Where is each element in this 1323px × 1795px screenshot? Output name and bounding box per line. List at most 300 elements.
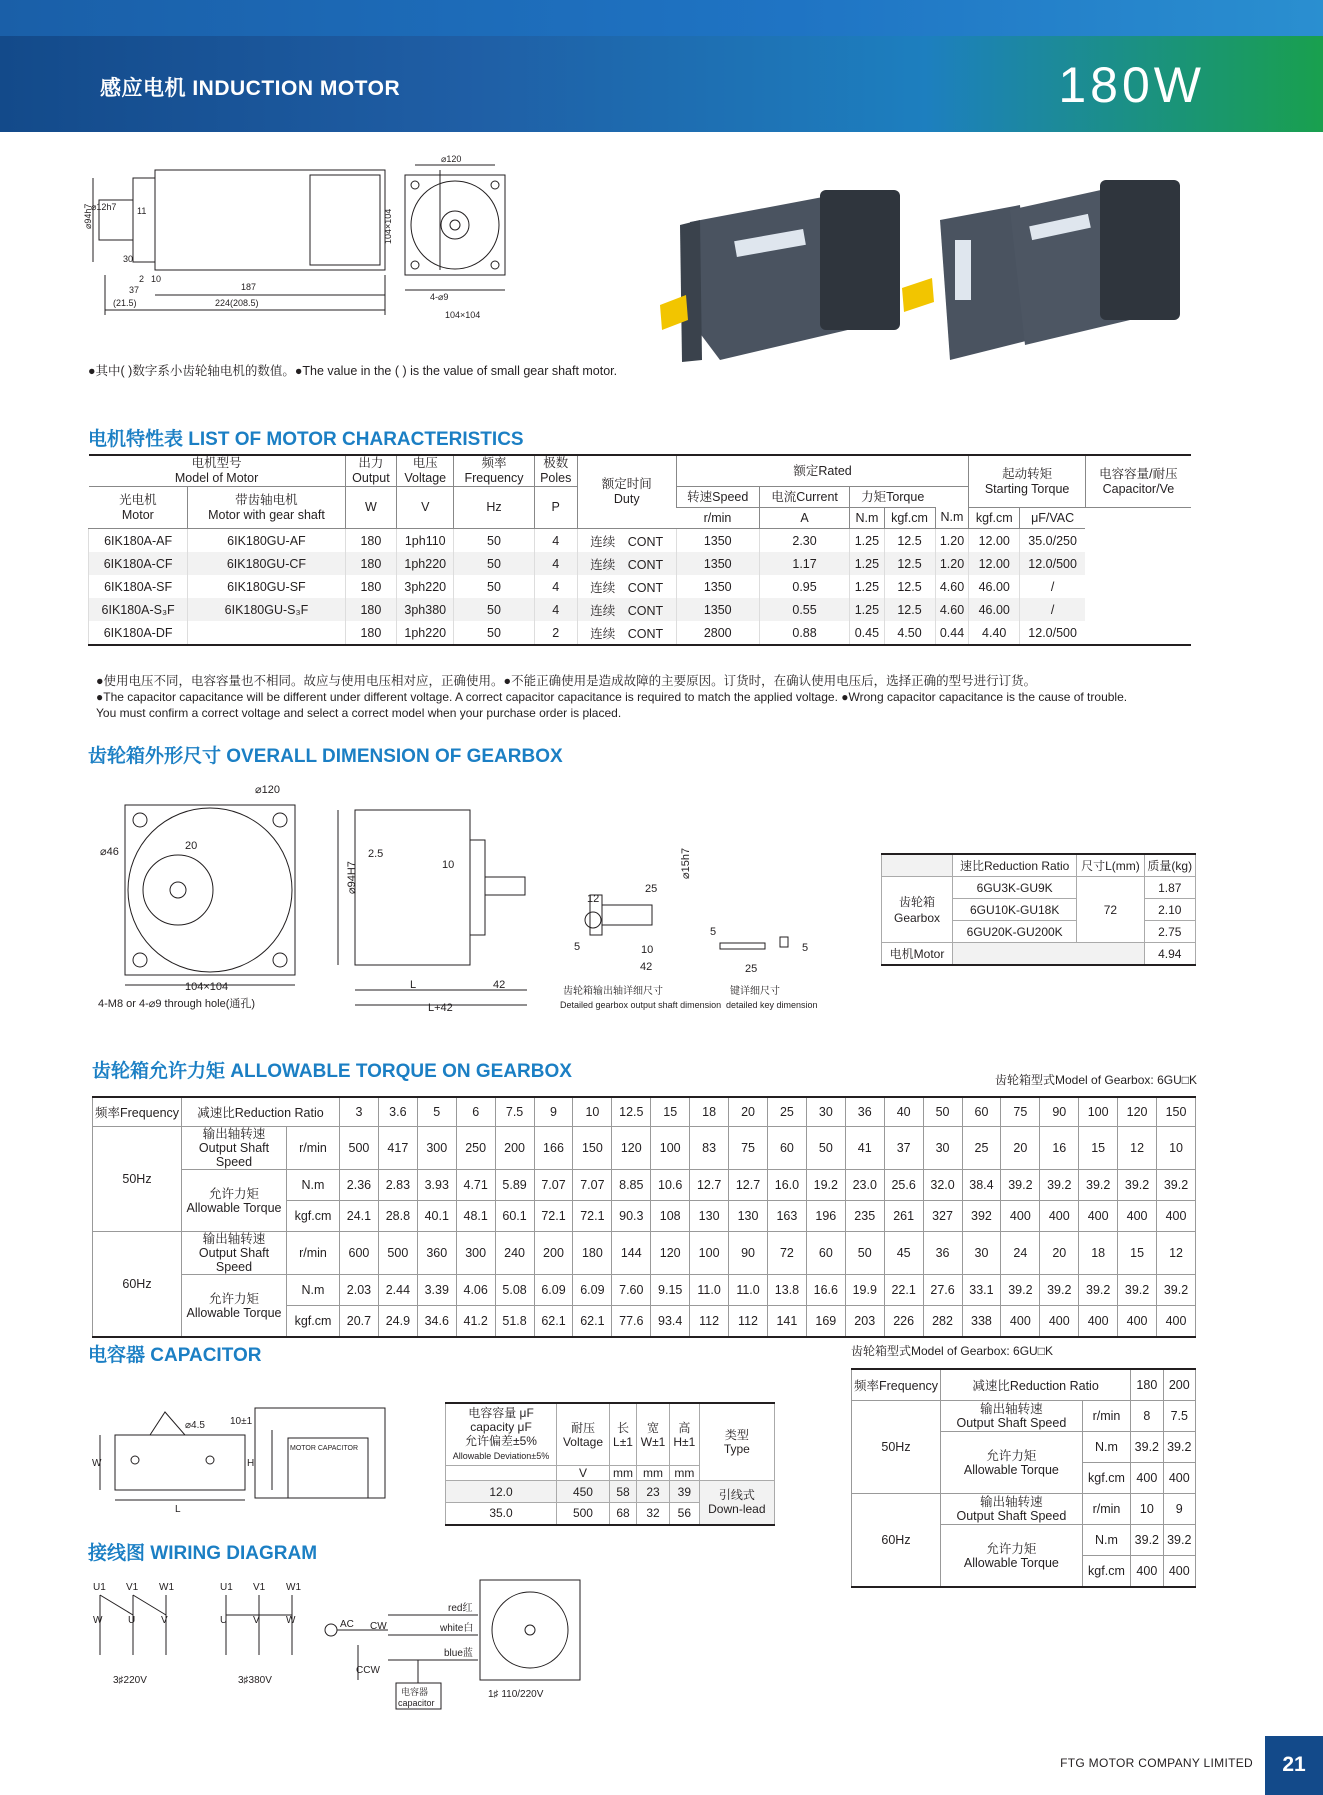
torque-cell: 72.1 [534,1201,573,1232]
torque-cell: 360 [417,1232,456,1275]
torque-cell: 100 [651,1127,690,1170]
torque-cell: 24 [1001,1232,1040,1275]
torque-cell: 8 [1131,1401,1163,1432]
motor-cell: 0.55 [759,598,850,621]
torque-cell: 39.2 [1157,1275,1196,1306]
motor-cell: 12.0/500 [1020,552,1086,575]
torque-cell: 75 [729,1127,768,1170]
wiring-u1: U1 [93,1582,106,1593]
torque-cell: 41.2 [456,1306,495,1338]
torque-cell: 33.1 [962,1275,1001,1306]
wiring-single: 1♯ 110/220V [488,1689,544,1700]
torque-cell: 300 [456,1232,495,1275]
motor-cell: 1350 [676,575,759,598]
motor-cell: 1350 [676,598,759,621]
wiring-red: red红 [448,1603,473,1614]
motor-cell: / [1020,598,1086,621]
speed-label: 输出轴转速 Output Shaft Speed [182,1232,287,1275]
torque-cell: 60 [767,1127,806,1170]
ratio-header: 10 [573,1097,612,1127]
torque-cell: 240 [495,1232,534,1275]
capacitor-note-zh: ●使用电压不同，电容容量也不相同。故应与使用电压相对应，正确使用。●不能正确使用是造成故障的主要原因。订货时，在确认使用电压后，选择正确的型号进行订货。 [96,674,1037,688]
motor-cell: 180 [345,552,397,575]
unit-cell: kgf.cm [287,1201,340,1232]
torque-cell: 300 [417,1127,456,1170]
freq-cell: 60Hz [93,1232,182,1338]
wiring-ub: U [220,1615,228,1626]
torque-cell: 11.0 [690,1275,729,1306]
torque-cell: 400 [1040,1201,1079,1232]
motor-cell: 6IK180GU-CF [188,552,345,575]
torque-cell: 24.1 [340,1201,379,1232]
dim-gb-d94: ⌀94H7 [346,861,358,894]
torque-cell: 90.3 [612,1201,651,1232]
dim-gb-s42: 42 [640,961,653,973]
torque-cell: 2.03 [340,1275,379,1306]
ratio-header: 6 [456,1097,495,1127]
torque-cell: 19.9 [845,1275,884,1306]
allowable-torque-table: 频率Frequency 减速比Reduction Ratio 3 3.6 5 6 7.5 9 10 12.5 15 18 20 25 30 36 40 50 60 75 90 100 120 150 50Hz 输出轴转速 Output Shaft Speed r/min 500 417 300 250 200 166 150 120 100 83 75 60 50 41 37 30 25 20 16 15 12 10 允许力矩 Allowable Torque N.m 2.36 2.83 3.93 4.71 5.89 7.07 7.07 8.85 10.6 12.7 12.7 16.0 19.2 23.0 25.6 32.0 38.4 39.2 39.2 39.2 39.2 39.2 kgf.cm 24.1 28.8 40.1 48.1 60.1 72.1 72.1 90.3 108 130 130 163 196 235 261 327 392 400 400 400 400 400 60Hz 输出轴转速 Output Shaft Speed r/min 600 500 360 300 240 200 180 144 120 100 90 72 60 50 45 36 30 24 20 18 15 12 允许力矩 Allowable Torque N.m 2.03 2.44 3.39 4.06 5.08 6.09 6.09 7.60 9.15 11.0 11.0 13.8 16.6 19.9 22.1 27.6 33.1 39.2 39.2 39.2 39.2 39.2 kgf.cm 20.7 24.9 34.6 41.2 51.8 62.1 62.1 77.6 93.4 112 112 141 169 203 226 282 338 400 400 400 400 400 [92,1096,1196,1338]
torque-cell: 30 [923,1127,962,1170]
torque-cell: 39.2 [1118,1170,1157,1201]
torque-cell: 45 [884,1232,923,1275]
ratio-header: 60 [962,1097,1001,1127]
motor-cell: 1.20 [935,552,969,575]
torque-cell: 83 [690,1127,729,1170]
torque-cell: 226 [884,1306,923,1338]
torque-cell: 400 [1157,1306,1196,1338]
cap-dim-d45: ⌀4.5 [185,1420,205,1431]
torque-cell: 38.4 [962,1170,1001,1201]
dim-21: (21.5) [113,298,137,308]
unit-cell: N.m [287,1275,340,1306]
capacitor-note-en: ●The capacitor capacitance will be different under different voltage. A correct capacitor capacitance is required to match the applied voltage. ●Wrong capacitor capacitance is the cause of trouble. [96,690,1128,704]
torque-cell: 400 [1079,1306,1118,1338]
torque-cell: 600 [340,1232,379,1275]
motor-cell: 连续 CONT [577,598,676,621]
motor-cell: 2 [534,621,577,645]
wiring-diagram [88,1575,588,1720]
motor-cell: 12.5 [884,552,935,575]
ratio-header: 36 [845,1097,884,1127]
torque-cell: 120 [651,1232,690,1275]
torque-cell: 9 [1163,1494,1195,1525]
torque-cell: 392 [962,1201,1001,1232]
torque-cell: 18 [1079,1232,1118,1275]
wiring-w1: W1 [159,1582,174,1593]
motor-cell: 4.60 [935,575,969,598]
dim-gb-2-5: 2.5 [368,848,384,860]
torque-cell: 37 [884,1127,923,1170]
ratio-header: 5 [417,1097,456,1127]
torque-cell: 2.36 [340,1170,379,1201]
motor-cell: 46.00 [969,575,1020,598]
wiring-diagram-title: 接线图 WIRING DIAGRAM [88,1543,318,1564]
motor-cell: 50 [454,575,534,598]
allowable-torque-table-small: 频率Frequency 减速比Reduction Ratio 180 200 50Hz 输出轴转速 Output Shaft Speed r/min 8 7.5 允许力矩 Allowable Torque N.m 39.2 39.2 kgf.cm 400 400 60Hz 输出轴转速 Output Shaft Speed r/min 10 9 允许力矩 Allowable Torque N.m 39.2 39.2 kgf.cm 400 400 [851,1368,1196,1588]
torque-row [93,1170,1196,1201]
torque-cell: 25.6 [884,1170,923,1201]
torque-cell: 39.2 [1118,1275,1157,1306]
unit-cell: r/min [1082,1494,1130,1525]
dim-f120: ⌀120 [441,154,462,164]
torque-cell: 11.0 [729,1275,768,1306]
torque-cell: 500 [378,1232,417,1275]
header-power: 180W [1058,57,1205,113]
unit-cell: r/min [287,1127,340,1170]
gearbox-dimension-drawing [90,775,818,1020]
motor-cell: 1.25 [850,552,884,575]
ratio-header: 15 [651,1097,690,1127]
speed-label: 输出轴转速 Output Shaft Speed [182,1127,287,1170]
wiring-ccw: CCW [356,1665,380,1676]
motor-row [89,575,1192,598]
torque-small-row [852,1401,1196,1432]
capacitor-note-en2: You must confirm a correct voltage and select a correct model when your purchase order is placed. [96,706,622,720]
wiring-white: white白 [440,1623,474,1634]
motor-characteristics-title: 电机特性表 LIST OF MOTOR CHARACTERISTICS [88,429,524,450]
motor-cell: 3ph220 [397,575,454,598]
wiring-cw: CW [370,1621,387,1632]
torque-cell: 2.44 [378,1275,417,1306]
motor-cell: 50 [454,621,534,645]
torque-cell: 20.7 [340,1306,379,1338]
dim-gb-s10: 10 [641,944,654,956]
ratio-header: 3.6 [378,1097,417,1127]
gearbox-dimension-title: 齿轮箱外形尺寸 OVERALL DIMENSION OF GEARBOX [88,746,563,767]
torque-cell: 62.1 [573,1306,612,1338]
dim-key-5b: 5 [802,942,809,954]
motor-cell: 12.0/500 [1020,621,1086,645]
ratio-header: 75 [1001,1097,1040,1127]
ratio-header: 9 [534,1097,573,1127]
ratio-header: 7.5 [495,1097,534,1127]
torque-cell: 4.71 [456,1170,495,1201]
speed-label: 输出轴转速 Output Shaft Speed [941,1401,1083,1432]
torque-cell: 28.8 [378,1201,417,1232]
torque-cell: 203 [845,1306,884,1338]
motor-cell: 35.0/250 [1020,529,1086,553]
torque-cell: 20 [1001,1127,1040,1170]
torque-cell: 261 [884,1201,923,1232]
motor-cell: 6IK180A-DF [89,621,188,645]
torque-cell: 20 [1040,1232,1079,1275]
unit-cell: r/min [287,1232,340,1275]
dim-f104b: 104×104 [445,310,481,320]
motor-cell: 6IK180GU-AF [188,529,345,553]
motor-photos [660,170,1220,370]
motor-cell: 连续 CONT [577,529,676,553]
dim-gb-d15: ⌀15h7 [680,847,692,879]
motor-dimension-drawing [85,150,535,350]
ratio-header: 50 [923,1097,962,1127]
dim-gb-L42: L+42 [428,1002,453,1014]
torque-cell: 34.6 [417,1306,456,1338]
motor-cell: 1ph110 [397,529,454,553]
torque-cell: 51.8 [495,1306,534,1338]
dim-10: 10 [151,274,162,284]
wiring-ac: AC [340,1619,354,1630]
wiring-w: W [93,1615,103,1626]
motor-cell: 46.00 [969,598,1020,621]
dim-d94: ⌀94h7 [83,203,93,229]
motor-cell: 0.44 [935,621,969,645]
motor-cell: 4.50 [884,621,935,645]
ratio-header: 3 [340,1097,379,1127]
key-detail-en: detailed key dimension [726,1000,818,1010]
torque-cell: 100 [690,1232,729,1275]
motor-cell: 1.20 [935,529,969,553]
motor-cell: 2.30 [759,529,850,553]
torque-cell: 7.07 [573,1170,612,1201]
torque-cell: 48.1 [456,1201,495,1232]
torque-cell: 77.6 [612,1306,651,1338]
torque-cell: 10.6 [651,1170,690,1201]
motor-cell: 1ph220 [397,621,454,645]
ratio-header: 18 [690,1097,729,1127]
wiring-u1b: U1 [220,1582,233,1593]
motor-cell: 6IK180A-AF [89,529,188,553]
motor-cell: 6IK180GU-S₃F [188,598,345,621]
torque-cell: 400 [1131,1556,1163,1588]
dim-11: 11 [137,206,147,216]
dim-gb-12: 12 [587,893,600,905]
dim-f104: 104×104 [383,208,393,244]
torque-cell: 19.2 [806,1170,845,1201]
ratio-header: 150 [1157,1097,1196,1127]
motor-cell: 6IK180A-CF [89,552,188,575]
dim-224: 224(208.5) [215,298,259,308]
torque-label: 允许力矩 Allowable Torque [941,1525,1083,1588]
page-number: 21 [1265,1736,1323,1795]
unit-cell: kgf.cm [1082,1463,1130,1494]
torque-cell: 39.2 [1079,1275,1118,1306]
wiring-w1b: W1 [286,1582,301,1593]
capacitor-drawing [90,1400,410,1530]
wiring-380v: 3♯380V [238,1675,272,1686]
torque-cell: 39.2 [1001,1170,1040,1201]
torque-cell: 7.5 [1163,1401,1195,1432]
torque-cell: 12 [1157,1232,1196,1275]
torque-cell: 400 [1079,1201,1118,1232]
dim-gb-holes: 4-M8 or 4-⌀9 through hole(通孔) [98,998,256,1010]
torque-cell: 39.2 [1157,1170,1196,1201]
motor-cell: 1.25 [850,529,884,553]
torque-cell: 150 [573,1127,612,1170]
unit-cell: N.m [1082,1525,1130,1556]
motor-cell: 50 [454,598,534,621]
motor-cell: 3ph380 [397,598,454,621]
torque-cell: 130 [690,1201,729,1232]
torque-cell: 24.9 [378,1306,417,1338]
torque-cell: 12.7 [729,1170,768,1201]
torque-cell: 39.2 [1131,1525,1163,1556]
torque-cell: 62.1 [534,1306,573,1338]
dim-d12: ⌀12h7 [91,202,117,212]
torque-cell: 9.15 [651,1275,690,1306]
ratio-header: 25 [767,1097,806,1127]
torque-cell: 39.2 [1163,1525,1195,1556]
torque-cell: 8.85 [612,1170,651,1201]
freq-cell: 60Hz [852,1494,941,1588]
torque-cell: 90 [729,1232,768,1275]
torque-cell: 23.0 [845,1170,884,1201]
wiring-blue: blue蓝 [444,1648,473,1659]
torque-cell: 196 [806,1201,845,1232]
motor-cell: 50 [454,552,534,575]
motor-cell: 4.40 [969,621,1020,645]
torque-cell: 5.08 [495,1275,534,1306]
wiring-v1b: V1 [253,1582,266,1593]
unit-cell: N.m [1082,1432,1130,1463]
torque-cell: 32.0 [923,1170,962,1201]
allowable-torque-title: 齿轮箱允许力矩 ALLOWABLE TORQUE ON GEARBOX [92,1061,572,1082]
motor-photo-2 [902,180,1180,360]
torque-cell: 400 [1131,1463,1163,1494]
torque-cell: 12.7 [690,1170,729,1201]
torque-cell: 4.06 [456,1275,495,1306]
torque-cell: 400 [1118,1306,1157,1338]
motor-cell: 12.5 [884,575,935,598]
torque-cell: 15 [1079,1127,1118,1170]
page-header [0,36,1323,132]
ratio-header: 12.5 [612,1097,651,1127]
motor-cell: 连续 CONT [577,575,676,598]
motor-cell: 4 [534,598,577,621]
torque-cell: 144 [612,1232,651,1275]
motor-cell: 1350 [676,529,759,553]
motor-cell: 180 [345,598,397,621]
torque-row [93,1232,1196,1275]
motor-cell: 4 [534,552,577,575]
ratio-header: 30 [806,1097,845,1127]
motor-photo-1 [660,190,900,362]
motor-cell: / [1020,575,1086,598]
torque-cell: 130 [729,1201,768,1232]
torque-cell: 2.83 [378,1170,417,1201]
dim-gb-d46: ⌀46 [100,846,119,858]
dim-30: 30 [123,254,134,264]
torque-cell: 400 [1040,1306,1079,1338]
unit-cell: kgf.cm [287,1306,340,1338]
motor-cell: 1ph220 [397,552,454,575]
dim-gb-20: 20 [185,840,198,852]
cap-dim-L: L [175,1504,181,1515]
motor-row [89,598,1192,621]
torque-cell: 5.89 [495,1170,534,1201]
motor-cell: 4.60 [935,598,969,621]
torque-cell: 41 [845,1127,884,1170]
dim-187: 187 [241,282,257,292]
torque-cell: 72.1 [573,1201,612,1232]
unit-cell: r/min [1082,1401,1130,1432]
torque-cell: 112 [729,1306,768,1338]
torque-cell: 6.09 [573,1275,612,1306]
torque-cell: 7.07 [534,1170,573,1201]
cap-label: MOTOR CAPACITOR [290,1445,359,1452]
torque-cell: 10 [1157,1127,1196,1170]
torque-label: 允许力矩 Allowable Torque [182,1275,287,1338]
torque-cell: 400 [1163,1463,1195,1494]
shaft-detail-en: Detailed gearbox output shaft dimension [560,1000,722,1010]
torque-cell: 169 [806,1306,845,1338]
torque-cell: 400 [1118,1201,1157,1232]
freq-cell: 50Hz [93,1127,182,1232]
torque-cell: 39.2 [1001,1275,1040,1306]
motor-cell: 1.17 [759,552,850,575]
torque-cell: 400 [1163,1556,1195,1588]
torque-small-row [852,1494,1196,1525]
torque-cell: 39.2 [1079,1170,1118,1201]
motor-cell: 1.25 [850,598,884,621]
ratio-header: 100 [1079,1097,1118,1127]
torque-cell: 400 [1001,1201,1040,1232]
ratio-header: 90 [1040,1097,1079,1127]
ratio-header: 120 [1118,1097,1157,1127]
key-detail-zh: 键详细尺寸 [730,986,780,997]
wiring-wb: W [286,1615,296,1626]
wiring-cap-zh: 电容器 [401,1687,429,1697]
torque-cell: 327 [923,1201,962,1232]
motor-cell: 1.25 [850,575,884,598]
dim-gb-L: L [410,979,417,991]
dim-key-5: 5 [710,926,717,938]
torque-cell: 50 [806,1127,845,1170]
cap-dim-H: H [247,1458,255,1469]
torque-cell: 400 [1157,1201,1196,1232]
dim-key-25: 25 [745,963,758,975]
torque-cell: 3.39 [417,1275,456,1306]
dim-gb-5: 5 [574,941,581,953]
torque-cell: 60.1 [495,1201,534,1232]
torque-cell: 180 [573,1232,612,1275]
dim-f4: 4-⌀9 [430,292,449,302]
dim-gb-42: 42 [493,979,506,991]
torque-cell: 166 [534,1127,573,1170]
wiring-v: V [161,1615,168,1626]
footer-company: FTG MOTOR COMPANY LIMITED [1060,1756,1253,1770]
torque-cell: 39.2 [1040,1170,1079,1201]
unit-cell: kgf.cm [1082,1556,1130,1588]
wiring-220v: 3♯220V [113,1675,147,1686]
motor-cell: 0.95 [759,575,850,598]
motor-cell: 180 [345,621,397,645]
torque-cell: 338 [962,1306,1001,1338]
torque-row [93,1275,1196,1306]
torque-cell: 200 [495,1127,534,1170]
motor-cell: 6IK180A-S₃F [89,598,188,621]
dim-gb-104: 104×104 [185,981,229,993]
torque-cell: 40.1 [417,1201,456,1232]
torque-cell: 13.8 [767,1275,806,1306]
torque-cell: 120 [612,1127,651,1170]
motor-cell: 连续 CONT [577,621,676,645]
motor-cell: 12.5 [884,529,935,553]
torque-cell: 39.2 [1163,1432,1195,1463]
torque-cell: 108 [651,1201,690,1232]
motor-cell: 连续 CONT [577,552,676,575]
dim-gb-10: 10 [442,859,455,871]
top-color-bar [0,0,1323,36]
motor-row [89,621,1192,645]
motor-cell: 0.45 [850,621,884,645]
speed-label: 输出轴转速 Output Shaft Speed [941,1494,1083,1525]
torque-cell: 16.6 [806,1275,845,1306]
wiring-v1: V1 [126,1582,139,1593]
torque-cell: 15 [1118,1232,1157,1275]
capacitor-table: 电容容量 μF capacity μF 允许偏差±5% Allowable Deviation±5% 耐压 Voltage 长 L±1 宽 W±1 高 H±1 类型 Type V mm mm mm 12.0 450 58 23 39 引线式 Down-lead 35.0 500 68 32 56 [445,1402,775,1526]
motor-cell: 2800 [676,621,759,645]
